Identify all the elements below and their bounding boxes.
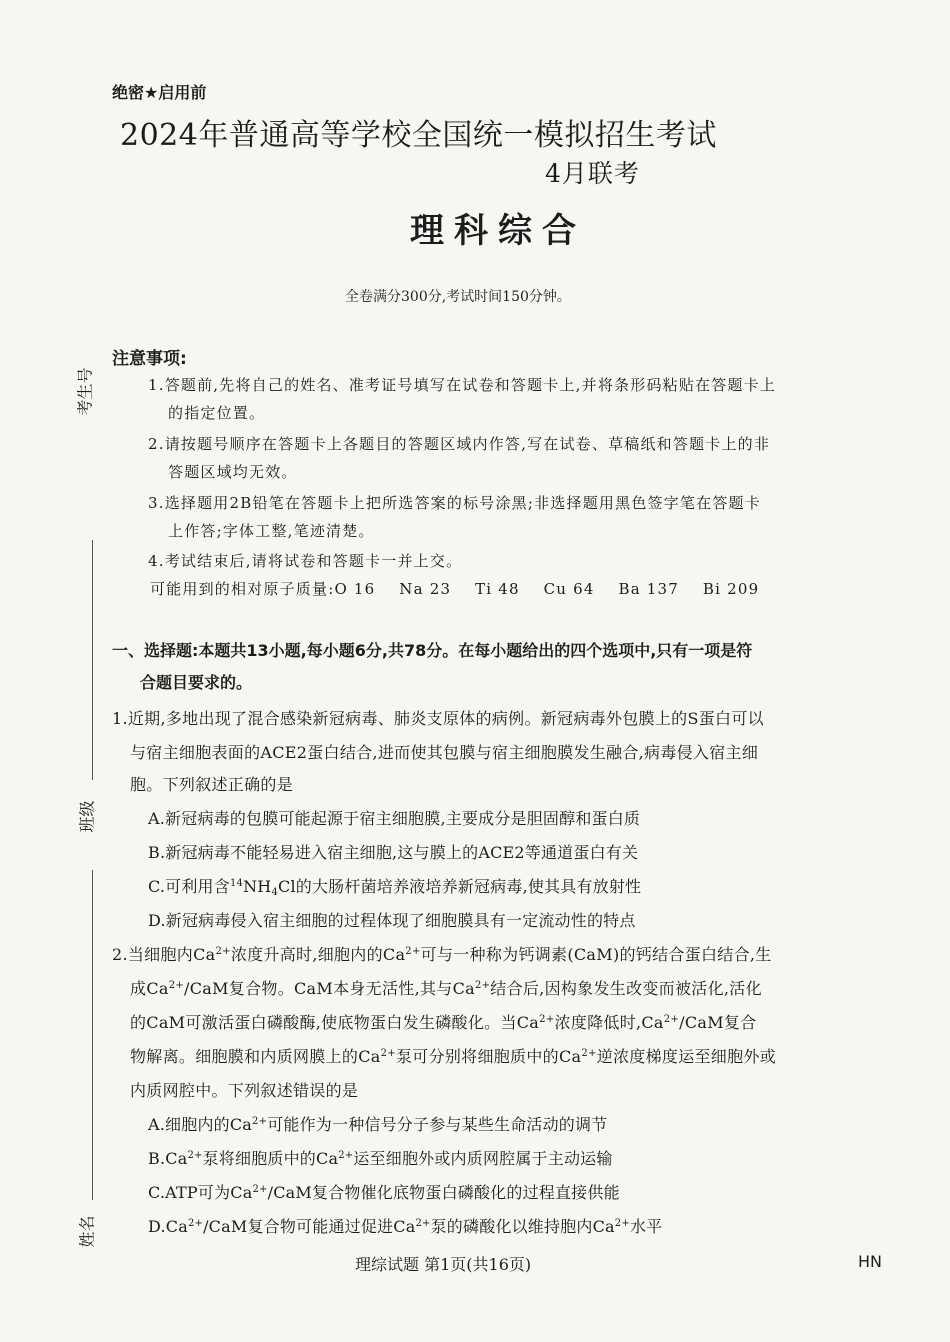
notice-line: 的指定位置。 (168, 404, 266, 422)
question-2-option-b: $B.Ca^{2+}$泵将细胞质中的$Ca^{2+}$运至细胞外或内质网腔属于主动运输 (148, 1149, 613, 1168)
subject-title: 理科综合 (410, 211, 586, 251)
notice-line: 2.请按题号顺序在答题卡上各题目的答题区域内作答,写在试卷、草稿纸和答题卡上的非 (148, 435, 771, 453)
side-line-2 (92, 870, 93, 1200)
page-footer: 理综试题 第1页(共16页) (355, 1255, 532, 1274)
confidential-label: 绝密★启用前 (112, 83, 207, 102)
question-2-option-a: A.细胞内的$Ca^{2+}$可能作为一种信号分子参与某些生命活动的调节 (148, 1115, 608, 1134)
question-1-option-c: C.可利用含$^{14}NH_4Cl$的大肠杆菌培养液培养新冠病毒,使其具有放射性 (148, 877, 642, 898)
notice-line: 1.答题前,先将自己的姓名、准考证号填写在试卷和答题卡上,并将条形码粘贴在答题卡上 (148, 376, 777, 394)
side-label-class: 班级 (77, 800, 97, 833)
score-info: 全卷满分300分,考试时间150分钟。 (345, 289, 571, 305)
notice-line: 答题区域均无效。 (168, 463, 298, 481)
question-2-line: 成$Ca^{2+}$/CaM复合物。CaM本身无活性,其与$Ca^{2+}$结合后,因构象发生改变而被活化,活化 (130, 979, 762, 998)
question-2-option-d: $D.Ca^{2+}$/CaM复合物可能通过促进$Ca^{2+}$泵的磷酸化以维持胞内$Ca^{2+}$水平 (148, 1217, 663, 1236)
question-1-option-b: B.新冠病毒不能轻易进入宿主细胞,这与膜上的ACE2等通道蛋白有关 (148, 843, 639, 862)
question-2-line: 2.当细胞内$Ca^{2+}$浓度升高时,细胞内的$Ca^{2+}$可与一种称为钙调素(CaM)的钙结合蛋白结合,生 (112, 945, 772, 964)
question-1-line: 与宿主细胞表面的ACE2蛋白结合,进而使其包膜与宿主细胞膜发生融合,病毒侵入宿主细 (130, 743, 759, 762)
section-heading-cont: 合题目要求的。 (140, 673, 253, 692)
notice-line: 上作答;字体工整,笔迹清楚。 (168, 522, 375, 540)
question-1-line: 胞。下列叙述正确的是 (130, 775, 294, 794)
side-label-exam-no: 考生号 (75, 367, 95, 416)
exam-subtitle: 4月联考 (545, 159, 640, 188)
notice-heading: 注意事项: (112, 349, 187, 369)
notice-line: 3.选择题用2B铅笔在答题卡上把所选答案的标号涂黑;非选择题用黑色签字笔在答题卡 (148, 494, 761, 512)
question-1-line: 1.近期,多地出现了混合感染新冠病毒、肺炎支原体的病例。新冠病毒外包膜上的S蛋白可以 (112, 709, 764, 728)
question-2-option-c: C.ATP可为$Ca^{2+}$/CaM复合物催化底物蛋白磷酸化的过程直接供能 (148, 1183, 620, 1202)
question-2-line: 的CaM可激活蛋白磷酸酶,使底物蛋白发生磷酸化。当$Ca^{2+}$浓度降低时$,Ca^{2+}$/CaM复合 (130, 1013, 757, 1032)
exam-title: 2024年普通高等学校全国统一模拟招生考试 (120, 118, 717, 153)
page-code: HN (858, 1252, 882, 1271)
question-2-line: 内质网腔中。下列叙述错误的是 (130, 1081, 359, 1100)
section-heading: 一、选择题:本题共13小题,每小题6分,共78分。在每小题给出的四个选项中,只有一项是符 (112, 641, 753, 660)
question-2-line: 物解离。细胞膜和内质网膜上的$Ca^{2+}$泵可分别将细胞质中的$Ca^{2+}$逆浓度梯度运至细胞外或 (130, 1047, 776, 1066)
side-line-1 (92, 540, 93, 780)
question-1-option-a: A.新冠病毒的包膜可能起源于宿主细胞膜,主要成分是胆固醇和蛋白质 (148, 809, 641, 828)
notice-line: 4.考试结束后,请将试卷和答题卡一并上交。 (148, 552, 463, 570)
question-1-option-d: D.新冠病毒侵入宿主细胞的过程体现了细胞膜具有一定流动性的特点 (148, 911, 636, 930)
atomic-mass-line: 可能用到的相对原子质量:O 16 Na 23 Ti 48 Cu 64 Ba 137 Bi 209 (150, 580, 760, 598)
side-label-name: 姓名 (77, 1215, 97, 1248)
